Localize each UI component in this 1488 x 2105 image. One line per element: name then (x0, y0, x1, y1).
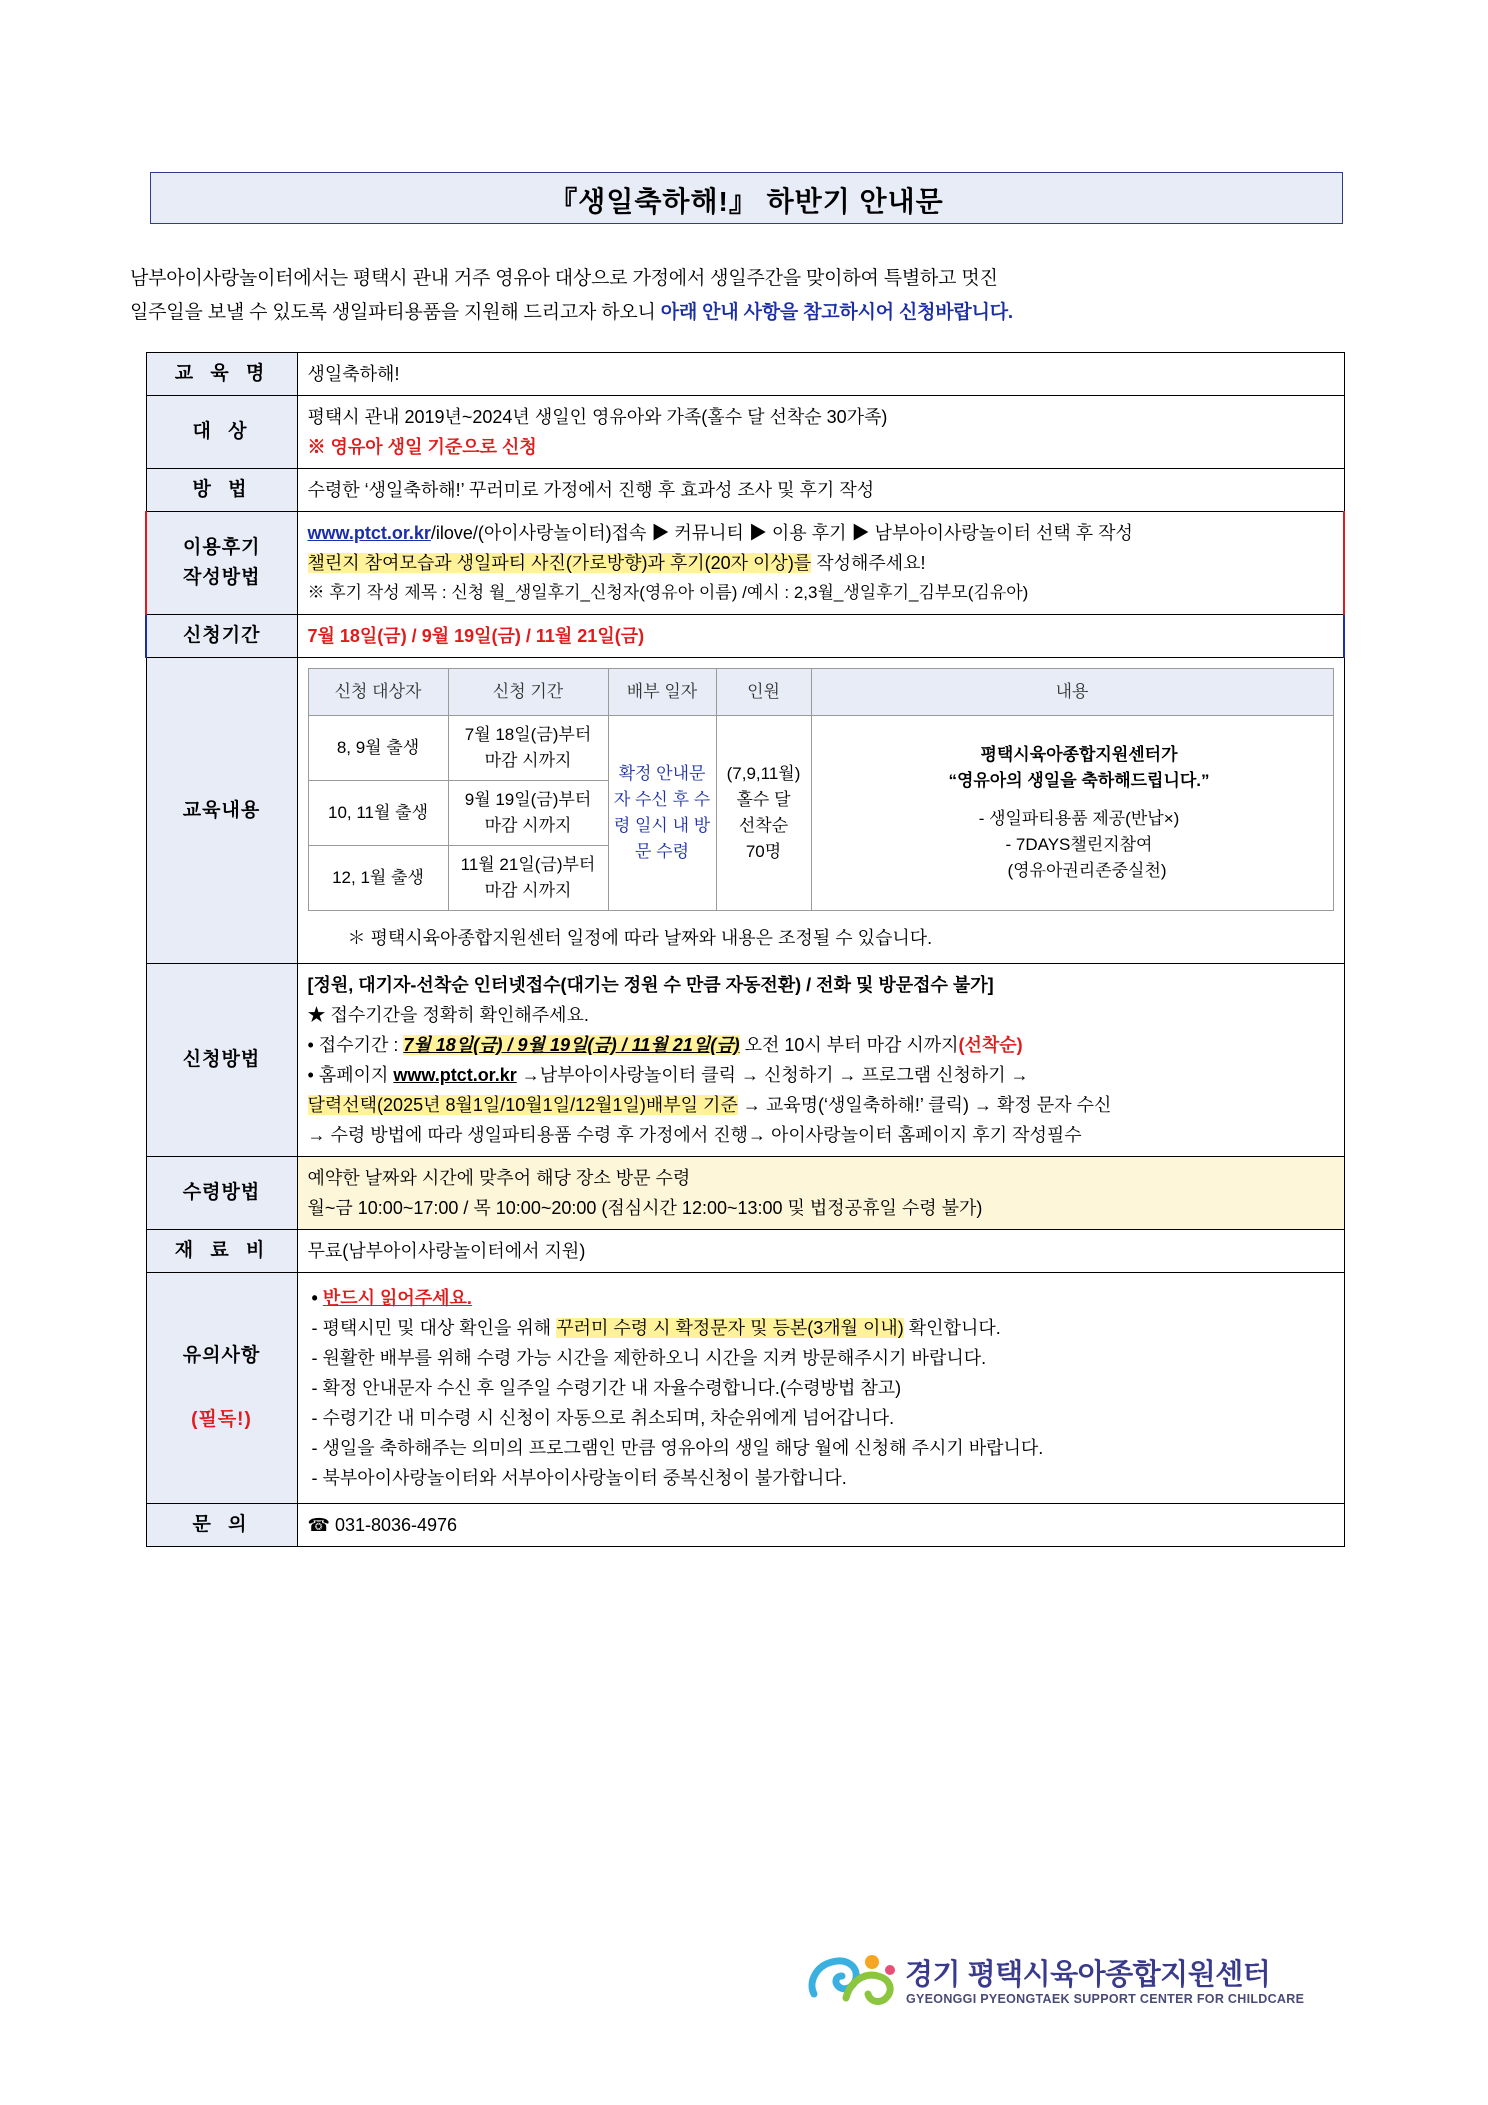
table-row-receive (146, 1157, 1344, 1230)
label-notes-sub: (필독!) (191, 1409, 252, 1430)
receive-line-1-rest: 에 맞추어 해당 장소 방문 수령 (456, 1168, 691, 1188)
apply-line-3-red: (선착순) (958, 1035, 1023, 1055)
apply-line-3-mid: 오전 10시 부터 마감 시까지 (739, 1035, 959, 1055)
note-text-emphasis: 반드시 읽어주세요. (322, 1288, 472, 1308)
capacity-line3: 선착순 (738, 816, 789, 835)
target-line-2 (308, 432, 1334, 462)
desc-item-1: - 생일파티용품 제공(반납×) (978, 809, 1180, 828)
schedule-table (308, 668, 1334, 911)
label-review (146, 512, 297, 615)
apply-line-5-rest: → 교육명(‘생일축하해!’ 클릭) → 확정 문자 수신 (737, 1095, 1112, 1115)
list-item (312, 1283, 1336, 1313)
note-text-highlight: 미수령 시 신청이 자동으로 취소 (419, 1408, 666, 1428)
note-bullet: - (311, 1318, 318, 1338)
label-notes-main: 유의사항 (182, 1345, 261, 1366)
capacity-line2: 홀수 달 (736, 790, 791, 809)
desc-header-1: 평택시육아종합지원센터가 (980, 745, 1178, 764)
schedule-header-target: 신청 대상자 (308, 669, 448, 716)
period-value-text: 7월 18일(금) / 9월 19일(금) / 11월 21일(금) (307, 626, 645, 646)
note-text-pre: 북부아이사랑놀이터와 서부아이사랑놀이터 (322, 1468, 663, 1488)
intro-paragraph (130, 262, 1360, 330)
target-mark: ※ (307, 437, 331, 457)
info-table (145, 352, 1345, 1547)
note-text-post: 합니다. (789, 1468, 847, 1488)
list-item (312, 1433, 1336, 1463)
review-line-3: ※ 후기 작성 제목 : 신청 월_생일후기_신청자(영유아 이름) /예시 : 2,3월_생일후기_김부모(김유아) (307, 583, 1029, 602)
value-fee: 무료(남부아이사랑놀이터에서 지원) (297, 1230, 1344, 1273)
list-item (312, 1373, 1336, 1403)
apply-line-2: ★ 접수기간을 정확히 확인해주세요. (307, 1005, 589, 1025)
value-review (297, 512, 1344, 615)
table-row-content (146, 658, 1344, 964)
receive-line-1 (308, 1163, 1334, 1193)
note-text-post: 확인합니다. (903, 1318, 1001, 1338)
label-review-line1: 이용후기 (183, 537, 261, 558)
label-receive: 수령방법 (146, 1157, 297, 1230)
note-text-post: 되며, 차순위에게 넘어갑니다. (665, 1408, 895, 1428)
schedule-cell-target: 10, 11월 출생 (308, 781, 448, 846)
schedule-cell-period (448, 781, 608, 846)
note-bullet: - (311, 1378, 318, 1398)
value-apply (297, 964, 1344, 1157)
receive-line-1-bold: 예약한 날짜와 시간 (307, 1168, 457, 1188)
label-course-name: 교 육 명 (146, 353, 297, 396)
label-target: 대 상 (146, 396, 297, 469)
page-title: 『생일축하해!』 하반기 안내문 (549, 186, 944, 217)
value-receive (297, 1157, 1344, 1230)
schedule-header-distribute: 배부 일자 (608, 669, 716, 716)
review-url-link[interactable]: www.ptct.or.kr (307, 523, 431, 543)
apply-line-4-pre: • 홈페이지 (307, 1065, 394, 1085)
apply-line-4-rest: →남부아이사랑놀이터 클릭 → 신청하기 → 프로그램 신청하기 → (516, 1065, 1029, 1085)
center-logo-icon (806, 1948, 902, 2010)
note-text-highlight: 영유아의 생일 해당 월에 신청 (660, 1438, 890, 1458)
note-bullet: - (311, 1348, 318, 1368)
apply-line-6: → 수령 방법에 따라 생일파티용품 수령 후 가정에서 진행→ 아이사랑놀이터 홈페이지 후기 작성필수 (307, 1125, 1082, 1145)
list-item (312, 1463, 1336, 1493)
schedule-period-line1: 11월 21일(금)부터 (460, 855, 596, 874)
label-fee: 재 료 비 (146, 1230, 297, 1273)
review-line-1 (308, 518, 1334, 548)
review-line-2-rest: 작성해주세요! (811, 553, 926, 573)
apply-line-1: [정원, 대기자-선착순 인터넷접수(대기는 정원 수 만큼 자동전환) / 전화 및 방문접수 불가] (307, 975, 994, 995)
schedule-cell-target: 12, 1월 출생 (308, 846, 448, 911)
schedule-cell-capacity (716, 716, 811, 911)
list-item (312, 1403, 1336, 1433)
table-row-review (146, 512, 1344, 615)
value-period (297, 615, 1344, 658)
label-review-line2: 작성방법 (183, 567, 261, 588)
schedule-period-line1: 9월 19일(금)부터 (464, 790, 592, 809)
schedule-footnote: ＊ 평택시육아종합지원센터 일정에 따라 날짜와 내용은 조정될 수 있습니다. (347, 928, 933, 948)
table-row-notes (146, 1273, 1344, 1504)
note-text-pre: 원활한 배부를 위해 수령 가능 시간을 제한하오니 시간을 지켜 방문해주시기 바랍니다. (322, 1348, 987, 1368)
list-item (312, 1313, 1336, 1343)
schedule-period-line2: 마감 시까지 (484, 881, 572, 900)
value-inquiry (297, 1504, 1344, 1547)
homepage-url-link[interactable]: www.ptct.or.kr (393, 1065, 517, 1085)
note-bullet: • (311, 1288, 318, 1308)
schedule-period-line2: 마감 시까지 (484, 816, 572, 835)
inquiry-phone-number: 031-8036-4976 (334, 1515, 458, 1535)
logo-title: 경기 평택시육아종합지원센터 (905, 1959, 1271, 1991)
schedule-row (308, 716, 1333, 781)
target-line-1: 평택시 관내 2019년~2024년 생일인 영유아와 가족(홀수 달 선착순 30가족) (307, 407, 888, 427)
schedule-header-desc: 내용 (811, 669, 1333, 716)
label-period: 신청기간 (146, 615, 297, 658)
note-bullet: - (311, 1408, 318, 1428)
note-text-pre: 평택시민 및 대상 확인을 위해 (322, 1318, 557, 1338)
apply-line-3-highlight: 7월 18일(금) / 9월 19일(금) / 11월 21일(금) (403, 1035, 740, 1055)
capacity-line1: (7,9,11월) (726, 764, 801, 783)
note-text-highlight: 꾸러미 수령 시 확정문자 및 등본(3개월 이내) (556, 1318, 904, 1338)
schedule-period-line2: 마감 시까지 (484, 751, 572, 770)
table-row-course-name (146, 353, 1344, 396)
desc-header-2: “영유아의 생일을 축하해드립니다.” (948, 771, 1210, 790)
value-method: 수령한 ‘생일축하해!’ 꾸러미로 가정에서 진행 후 효과성 조사 및 후기 작성 (297, 469, 1344, 512)
table-row-apply (146, 964, 1344, 1157)
desc-item-2: - 7DAYS챌린지참여 (1005, 835, 1153, 854)
apply-line-4 (308, 1060, 1334, 1090)
table-row-period (146, 615, 1344, 658)
note-text-pre: 생일을 축하해주는 의미의 프로그램인 만큼 (322, 1438, 661, 1458)
schedule-header-capacity: 인원 (716, 669, 811, 716)
label-content: 교육내용 (146, 658, 297, 964)
label-inquiry: 문 의 (146, 1504, 297, 1547)
schedule-period-line1: 7월 18일(금)부터 (464, 725, 592, 744)
note-text-pre: 수령기간 내 (322, 1408, 420, 1428)
value-target (297, 396, 1344, 469)
schedule-header-period: 신청 기간 (448, 669, 608, 716)
label-apply: 신청방법 (146, 964, 297, 1157)
target-line-2-text: 영유아 생일 기준으로 신청 (330, 437, 537, 457)
schedule-header-row (308, 669, 1333, 716)
value-notes (297, 1273, 1344, 1504)
logo-subtitle: GYEONGGI PYEONGTAEK SUPPORT CENTER FOR CHILDCARE (906, 1992, 1305, 2006)
value-course-name: 생일축하해! (297, 353, 1344, 396)
table-row-method (146, 469, 1344, 512)
apply-line-5-highlight: 달력선택(2025년 8월1일/10월1일/12월1일)배부일 기준 (307, 1095, 738, 1115)
table-row-inquiry (146, 1504, 1344, 1547)
schedule-cell-period (448, 716, 608, 781)
list-item (312, 1343, 1336, 1373)
schedule-cell-target: 8, 9월 출생 (308, 716, 448, 781)
review-line-2 (308, 548, 1334, 578)
label-method: 방 법 (146, 469, 297, 512)
apply-line-3 (308, 1030, 1334, 1060)
table-row-fee (146, 1230, 1344, 1273)
review-line-2-highlight: 챌린지 참여모습과 생일파티 사진(가로방향)과 후기(20자 이상)를 (307, 553, 812, 573)
schedule-cell-period (448, 846, 608, 911)
note-bullet: - (311, 1438, 318, 1458)
intro-line-2b: 아래 안내 사항을 참고하시어 신청바랍니다. (660, 302, 1013, 323)
review-line-1-rest: /ilove/(아이사랑놀이터)접속 ▶ 커뮤니티 ▶ 이용 후기 ▶ 남부아이사랑놀이터 선택 후 작성 (430, 523, 1133, 543)
table-row-target (146, 396, 1344, 469)
desc-item-3: (영유아권리존중실천) (1007, 861, 1167, 880)
value-content (297, 658, 1344, 964)
label-notes (146, 1273, 297, 1504)
intro-line-1: 남부아이사랑놀이터에서는 평택시 관내 거주 영유아 대상으로 가정에서 생일주간을 맞이하여 특별하고 멋진 (130, 268, 998, 289)
apply-line-5 (308, 1090, 1334, 1120)
apply-line-3-pre: • 접수기간 : (307, 1035, 404, 1055)
schedule-cell-distribute: 확정 안내문자 수신 후 수령 일시 내 방문 수령 (608, 716, 716, 911)
intro-line-2a: 일주일을 보낼 수 있도록 생일파티용품을 지원해 드리고자 하오니 (130, 302, 661, 323)
capacity-line4: 70명 (745, 842, 782, 861)
receive-line-2: 월~금 10:00~17:00 / 목 10:00~20:00 (점심시간 12:00~13:00 및 법정공휴일 수령 불가) (307, 1198, 983, 1218)
note-text-post: 해 주시기 바랍니다. (889, 1438, 1044, 1458)
note-text-pre: 확정 안내문자 수신 후 일주일 수령기간 내 자율수령합니다.(수령방법 참고) (322, 1378, 902, 1398)
telephone-icon: ☎ (307, 1515, 330, 1535)
schedule-cell-desc (811, 716, 1333, 911)
note-text-highlight: 중복신청이 불가 (662, 1468, 790, 1488)
note-bullet: - (311, 1468, 318, 1488)
